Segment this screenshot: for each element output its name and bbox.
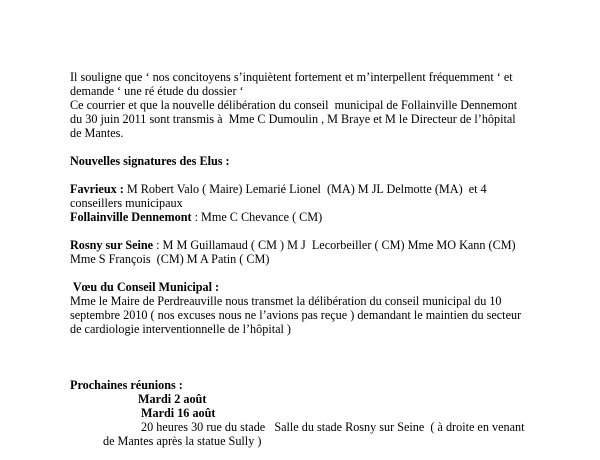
favrieux-names: M Robert Valo ( Maire) Lemarié Lionel (MA) M JL Delmotte (MA) et 4 — [123, 182, 487, 196]
voeu-line-1: Mme le Maire de Perdreauville nous transmet la délibération du conseil municipal du 10 — [70, 294, 502, 308]
meeting-date-2: Mardi 16 août — [141, 406, 216, 420]
meeting-place-line-1: 20 heures 30 rue du stade Salle du stade Rosny sur Seine ( à droite en venant — [141, 420, 525, 434]
meeting-date-1: Mardi 2 août — [138, 392, 207, 406]
rosny-names: : M M Guillamaud ( CM ) M J Lecorbeiller ( CM) Mme MO Kann (CM) — [153, 238, 516, 252]
voeu-line-3: de cardiologie interventionnelle de l’hôpital ) — [70, 322, 291, 336]
meetings-heading: Prochaines réunions : — [70, 378, 183, 392]
intro-line-4: du 30 juin 2011 sont transmis à Mme C Dumoulin , M Braye et M le Directeur de l’hôpital — [70, 112, 516, 126]
voeu-heading: Vœu du Conseil Municipal : — [70, 280, 220, 294]
intro-line-5: de Mantes. — [70, 126, 124, 140]
rosny-line-1 — [70, 238, 516, 252]
rosny-line-2: Mme S François (CM) M A Patin ( CM) — [70, 252, 270, 266]
signatures-heading: Nouvelles signatures des Elus : — [70, 154, 230, 168]
follainville-line — [70, 210, 322, 224]
voeu-line-2: septembre 2010 ( nos excuses nous ne l’avions pas reçue ) demandant le maintien du secteur — [70, 308, 522, 322]
favrieux-label: Favrieux : — [70, 182, 124, 196]
favrieux-line-2: conseillers municipaux — [70, 196, 183, 210]
rosny-label: Rosny sur Seine — [70, 238, 154, 252]
intro-line-1: Il souligne que ‘ nos concitoyens s’inquiètent fortement et m’interpellent fréquemment ‘ et — [70, 70, 513, 84]
follainville-label: Follainville Dennemont — [70, 210, 192, 224]
meeting-place-line-2: de Mantes après la statue Sully ) — [103, 434, 262, 448]
intro-line-3: Ce courrier et que la nouvelle délibération du conseil municipal de Follainville Dennemont — [70, 98, 518, 112]
follainville-names: : Mme C Chevance ( CM) — [191, 210, 323, 224]
intro-line-2: demande ‘ une ré étude du dossier ‘ — [70, 84, 244, 98]
favrieux-line-1 — [70, 182, 487, 196]
